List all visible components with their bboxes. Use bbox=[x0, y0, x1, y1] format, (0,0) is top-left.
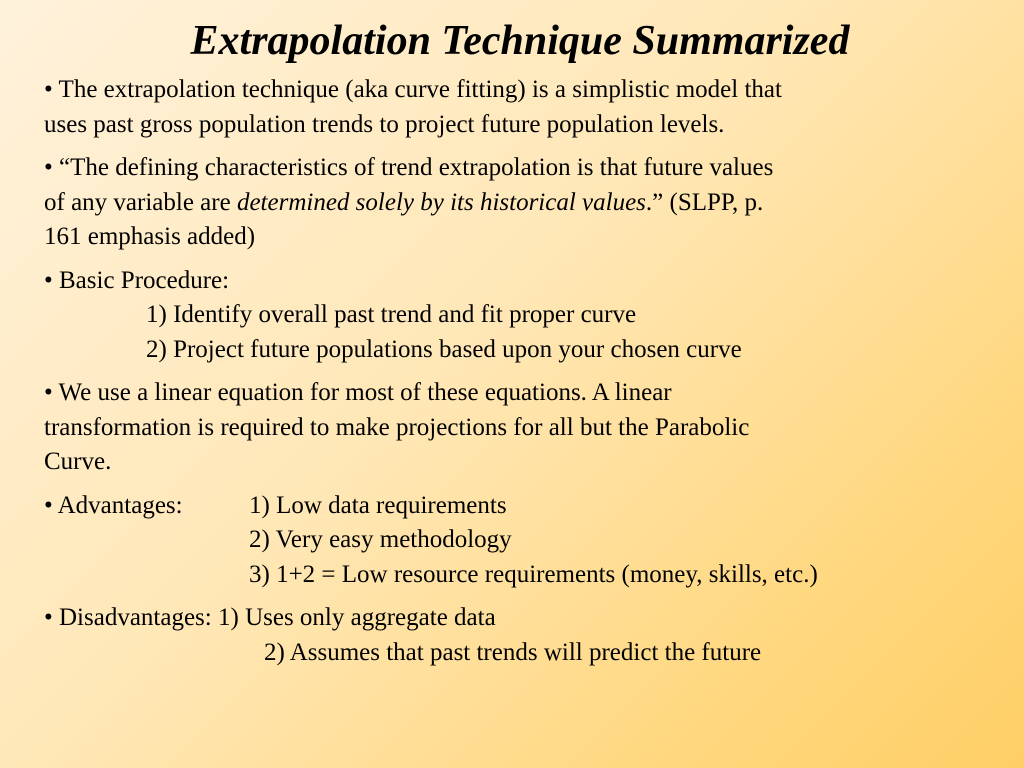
text-segment: of any variable are bbox=[44, 188, 237, 216]
bullet-line: • “The defining characteristics of trend extrapolation is that future values bbox=[44, 154, 774, 181]
procedure-heading: • Basic Procedure: bbox=[44, 266, 230, 294]
advantage-item-2: 2) Very easy methodology bbox=[249, 526, 512, 553]
bullet-linear-equation bbox=[44, 376, 984, 480]
disadvantage-item-2: 2) Assumes that past trends will predict the future bbox=[264, 638, 762, 666]
bullet-line: uses past gross population trends to project future population levels. bbox=[44, 110, 725, 138]
bullet-line: • We use a linear equation for most of these equations. A linear bbox=[44, 379, 672, 406]
bullet-defining-characteristics bbox=[44, 151, 984, 255]
disadvantage-item-1: 1) Uses only aggregate data bbox=[218, 604, 496, 631]
bullet-line: 161 emphasis added) bbox=[44, 223, 256, 250]
advantages-spacer bbox=[44, 558, 249, 593]
slide-body bbox=[44, 73, 984, 679]
disadvantages-spacer bbox=[44, 636, 264, 671]
disadvantages-label: • Disadvantages: bbox=[44, 604, 212, 631]
bullet-line: • The extrapolation technique (aka curve fitting) is a simplistic model that bbox=[44, 76, 782, 103]
advantages-spacer bbox=[44, 523, 249, 558]
disadvantages-row-2 bbox=[44, 636, 984, 671]
advantages-label: • Advantages: bbox=[44, 491, 183, 519]
advantages-row-1 bbox=[44, 489, 984, 524]
procedure-step-1: 1) Identify overall past trend and fit proper curve bbox=[146, 301, 637, 328]
procedure-step-2: 2) Project future populations based upon your chosen curve bbox=[146, 335, 742, 363]
bullet-line: transformation is required to make projections for all but the Parabolic bbox=[44, 413, 750, 441]
bullet-basic-procedure bbox=[44, 264, 984, 368]
disadvantages-row-1 bbox=[44, 601, 984, 636]
bullet-line-emphasis bbox=[44, 186, 984, 221]
bullet-disadvantages bbox=[44, 601, 984, 670]
emphasized-text: determined solely by its historical values bbox=[236, 188, 646, 216]
bullet-advantages bbox=[44, 489, 984, 593]
advantage-item-3: 3) 1+2 = Low resource requirements (money, skills, etc.) bbox=[249, 560, 818, 588]
bullet-curve-fitting bbox=[44, 73, 984, 142]
text-segment: .” (SLPP, p. bbox=[645, 188, 764, 216]
advantages-row-2 bbox=[44, 523, 984, 558]
slide-title: Extrapolation Technique Summarized bbox=[190, 18, 850, 64]
advantages-row-3 bbox=[44, 558, 984, 593]
bullet-line: Curve. bbox=[44, 448, 112, 475]
advantage-item-1: 1) Low data requirements bbox=[249, 491, 507, 519]
